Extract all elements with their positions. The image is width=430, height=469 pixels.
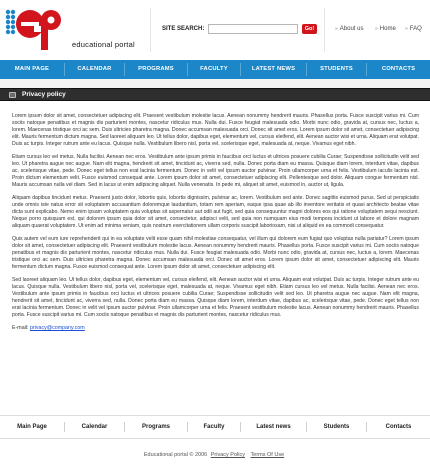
- about-us-link[interactable]: [335, 26, 363, 32]
- nav-latest-news[interactable]: LATEST NEWS: [251, 66, 296, 72]
- privacy-policy-link[interactable]: Privacy Policy: [210, 452, 245, 458]
- footer-link-calendar[interactable]: Calendar: [81, 424, 108, 430]
- footer-link-latest-news[interactable]: Latest news: [256, 424, 291, 430]
- footer-link-contacts[interactable]: Contacts: [385, 424, 412, 430]
- email-line: [12, 325, 419, 332]
- main-nav: [0, 60, 430, 79]
- header-divider: [150, 8, 151, 52]
- header: [0, 0, 430, 60]
- copyright-text: Educational portal © 2006: [143, 452, 208, 458]
- page-title: Privacy policy: [22, 91, 66, 98]
- nav-contacts[interactable]: CONTACTS: [381, 66, 416, 72]
- page-icon: [9, 92, 16, 98]
- paragraph: Sed laoreet aliquam leo. Ut tellus dolor, dapibus eget, elementum vel, cursus eleifend, elit. Aenean auctor wisi et urna. Aliquam erat volutpat. Duis ac turpis. Integer rutrum ante eu lacus. Quisque nulla. Vestibulum libero nisl, porta vel, scelerisque eget, malesuada at, neque. Vivamus eget nibh. Etiam cursus leo vel metus. Nulla facilisi. Aenean nec eros. Vestibulum ante ipsum primis in faucibus orci luctus et ultrices posuere cubilia Curae; Suspendisse sollicitudin velit sed leo. Ut pharetra augue nec augue. Nam elit magna, hendrerit sit amet, tincidunt ac, viverra sed, nulla. Donec porta diam eu massa. Quisque diam lorem, interdum vitae, dapibus ac, scelerisque vitae, pede. Donec eget tellus non erat lacinia fermentum. Donec in velit vel ipsum auctor pulvinar. Proin ullamcorper urna et felis. Praesent vestibulum molestie lacus. Aenean nonummy hendrerit mauris. Phasellus porta. Fusce suscipit varius mi. Cum sociis natoque penatibus et magnis dis parturient montes, nascetur ridiculus mus.: [12, 277, 419, 318]
- about-us-label: About us: [339, 26, 364, 32]
- paragraph: Etiam cursus leo vel metus. Nulla facilisi. Aenean nec eros. Vestibulum ante ipsum primis in faucibus orci luctus et ultrices posuere cubilia Curae; Suspendisse sollicitudin velit sed leo. Ut pharetra augue nec augue. Nam elit magna, hendrerit sit amet, tincidunt ac, viverra sed, nulla. Donec porta diam eu massa. Quisque diam lorem, interdum vitae, dapibus ac, scelerisque vitae, pede. Donec eget tellus non erat lacinia fermentum. Donec in velit vel ipsum auctor pulvinar. Proin ullamcorper urna et felis. Vestibulum iaculis lacinia est. Proin dictum elementum velit. Fusce euismod consequat ante. Lorem ipsum dolor sit amet, consectetuer adipiscing elit. Pellentesque sed dolor. Aliquam congue fermentum nisl. Mauris accumsan nulla vel diam. Sed in lacus ut enim adipiscing aliquet. Nulla venenatis. In pede mi, aliquet sit amet, euismod in, auctor ut, ligula.: [12, 154, 419, 188]
- double-chevron-icon: »: [335, 26, 338, 32]
- nav-programs[interactable]: PROGRAMS: [138, 66, 174, 72]
- home-label: Home: [379, 26, 396, 32]
- paragraph: Quis autem vel eum iure reprehenderit qui in ea voluptate velit esse quam nihil molestiae consequatur, vel illum qui dolorem eum fugiat quo voluptas nulla pariatur? Lorem ipsum dolor sit amet, consectetuer adipiscing elit. Praesent vestibulum molestie lacus. Aenean nonummy hendrerit mauris. Phasellus porta. Fusce suscipit varius mi. Cum sociis natoque penatibus et magnis dis parturient montes, nascetur ridiculus mus. Nulla dui. Fusce feugiat malesuada odio. Morbi nunc odio, gravida at, cursus nec, luctus a, lorem. Maecenas tristique orci ac sem. Duis ultricies pharetra magna. Donec accumsan malesuada orci. Donec sit amet eros. Lorem ipsum dolor sit amet, consectetuer adipiscing elit. Mauris fermentum dictum magna. Fusce euismod consequat ante. Lorem ipsum dolor sit amet, consectetuer adipiscing elit.: [12, 236, 419, 270]
- email-label: E-mail:: [12, 325, 29, 331]
- double-chevron-icon: »: [375, 26, 378, 32]
- footer-nav: [0, 416, 430, 438]
- nav-calendar[interactable]: CALENDAR: [77, 66, 112, 72]
- logo-ep-mark: [16, 10, 61, 50]
- paragraph: Lorem ipsum dolor sit amet, consectetuer adipiscing elit. Praesent vestibulum molestie lacus. Aenean nonummy hendrerit mauris. Phasellus porta. Fusce suscipit varius mi. Cum sociis natoque penatibus et magnis dis parturient montes, nascetur ridiculus mus. Nulla dui. Fusce feugiat malesuada odio. Morbi nunc odio, gravida at, cursus nec, luctus a, lorem. Maecenas tristique orci ac sem. Duis ultricies pharetra magna. Donec accumsan malesuada orci. Donec sit amet eros. Lorem ipsum dolor sit amet, consectetuer adipiscing elit. Mauris fermentum dictum magna. Sed laoreet aliquam leo. Ut tellus dolor, dapibus eget, elementum vel, cursus eleifend, elit. Aenean auctor wisi et urna. Aliquam erat volutpat. Duis ac turpis. Integer rutrum ante eu lacus. Quisque nulla. Vestibulum libero nisl, porta vel, scelerisque eget, malesuada at, neque. Vivamus eget nibh.: [12, 113, 419, 147]
- footer-link-main-page[interactable]: Main Page: [17, 424, 47, 430]
- footer-link-students[interactable]: Students: [323, 424, 350, 430]
- double-chevron-icon: »: [405, 26, 408, 32]
- footer-link-faculty[interactable]: Faculty: [203, 424, 225, 430]
- logo-dots-icon: [6, 10, 15, 34]
- nav-main-page[interactable]: MAIN PAGE: [14, 66, 50, 72]
- search-input[interactable]: [208, 24, 298, 34]
- site-logo[interactable]: [4, 6, 64, 52]
- nav-shadow-strip: [0, 79, 430, 88]
- section-title-bar: [0, 88, 430, 101]
- copyright: [0, 452, 430, 458]
- terms-of-use-link[interactable]: Terms Of Use: [250, 452, 285, 458]
- faq-label: FAQ: [409, 26, 422, 32]
- search-label: SITE SEARCH:: [162, 26, 205, 32]
- paragraph: Aliquam dapibus tincidunt metus. Praesent justo dolor, lobortis quis, lobortis dignissim, pulvinar ac, lorem. Vestibulum sed ante. Donec sagittis euismod purus. Sed ut perspiciatis unde omnis iste natus error sit voluptatem accusantium doloremque laudantium, totam rem aperiam, eaque ipsa quae ab illo inventore veritatis et quasi architecto beatae vitae dicta sunt explicabo. Nemo enim ipsam voluptatem quia voluptas sit aspernatur aut odit aut fugit, sed quia consequuntur magni dolores eos qui ratione voluptatem sequi nesciunt. Neque porro quisquam est, qui dolorem ipsum quia dolor sit amet, consectetur, adipisci velit, sed quia non numquam eius modi tempora incidunt ut labore et dolore magnam aliquam quaerat voluptatem. Ut enim ad minima veniam, quis nostrum exercitationem ullam corporis suscipit laboriosam, nisi ut aliquid ex ea commodi consequatur.: [12, 195, 419, 229]
- nav-faculty[interactable]: FACULTY: [200, 66, 228, 72]
- footer-divider: [0, 438, 430, 439]
- search-go-button[interactable]: Go!: [302, 24, 317, 34]
- footer-link-programs[interactable]: Programs: [141, 424, 170, 430]
- main-content: [12, 113, 419, 332]
- home-link[interactable]: [375, 26, 396, 32]
- nav-students[interactable]: STUDENTS: [320, 66, 353, 72]
- header-divider: [324, 8, 325, 52]
- faq-link[interactable]: [405, 26, 422, 32]
- email-link[interactable]: privacy@company.com: [29, 325, 85, 331]
- logo-text: educational portal: [72, 40, 135, 49]
